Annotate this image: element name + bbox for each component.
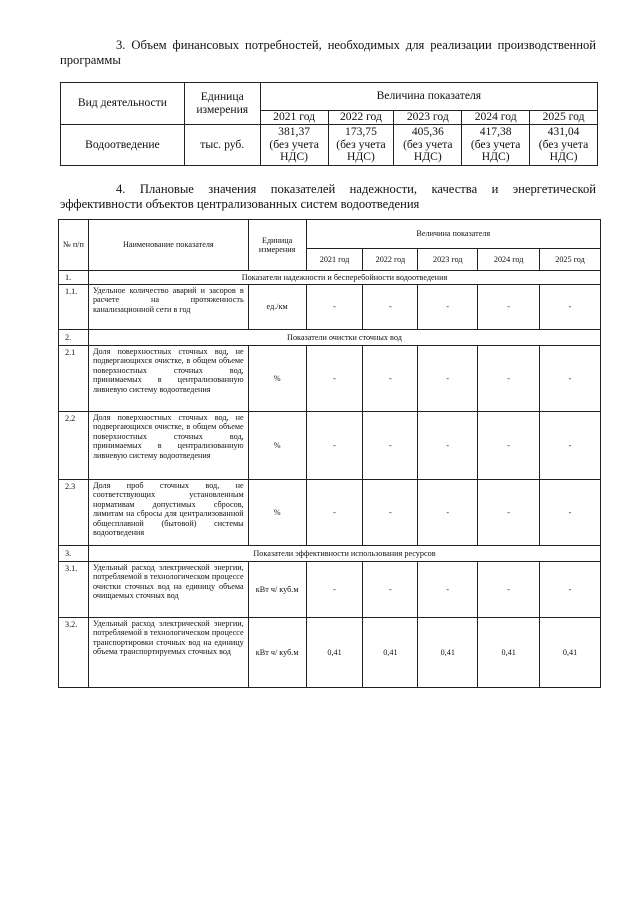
group-num: 1.	[59, 271, 89, 285]
activity-cell: Водоотведение	[61, 125, 185, 166]
value-cell: -	[540, 346, 601, 412]
row-num: 2.1	[59, 346, 89, 412]
header-value: Величина показателя	[260, 83, 597, 111]
year-header: 2021 год	[260, 111, 328, 125]
value-cell: 0,41	[418, 618, 478, 688]
indicator-name: Удельный расход электрической энергии, потребляемой в технологическом процессе транспортировки сточных вод на единицу объема транспортируемых сточных вод	[88, 618, 248, 688]
value-note: НДС)	[481, 150, 510, 164]
value-note: (без учета	[269, 137, 319, 151]
value-cell: -	[418, 412, 478, 480]
indicators-table	[58, 219, 601, 688]
value-cell: -	[306, 346, 363, 412]
header-activity: Вид деятельности	[61, 83, 185, 125]
indicator-name: Доля поверхностных сточных вод, не подвергающихся очистке, в общем объеме поверхностных сточных вод, принимаемых в централизованную ливневую систему водоотведения	[88, 412, 248, 480]
group-num: 3.	[59, 546, 89, 562]
financial-needs-table	[60, 82, 598, 166]
header-name: Наименование показателя	[88, 220, 248, 271]
value-cell: -	[418, 285, 478, 330]
unit-cell: %	[248, 480, 306, 546]
value-note: (без учета	[470, 137, 521, 151]
value-cell: -	[478, 562, 540, 618]
value-amount: 417,38	[479, 125, 512, 139]
value-cell: 0,41	[306, 618, 363, 688]
value-amount: 381,37	[278, 125, 311, 139]
value-cell	[328, 125, 394, 166]
value-cell: -	[478, 346, 540, 412]
header-unit: Единица измерения	[184, 83, 260, 125]
value-note: (без учета	[336, 137, 386, 151]
row-num: 2.2	[59, 412, 89, 480]
value-cell	[462, 125, 530, 166]
value-cell: -	[363, 285, 418, 330]
group-num: 2.	[59, 330, 89, 346]
year-header: 2025 год	[530, 111, 598, 125]
value-cell: -	[363, 346, 418, 412]
year-header: 2023 год	[394, 111, 462, 125]
value-cell	[394, 125, 462, 166]
value-cell: -	[478, 285, 540, 330]
value-amount: 405,36	[411, 125, 444, 139]
value-cell: -	[306, 412, 363, 480]
year-header: 2023 год	[418, 249, 478, 271]
unit-cell: %	[248, 412, 306, 480]
value-cell: -	[363, 480, 418, 546]
year-header: 2024 год	[462, 111, 530, 125]
value-cell: -	[306, 480, 363, 546]
value-cell: -	[478, 412, 540, 480]
value-amount: 173,75	[345, 125, 377, 139]
year-header: 2024 год	[478, 249, 540, 271]
value-cell: 0,41	[363, 618, 418, 688]
value-note: (без учета	[538, 137, 589, 151]
value-cell: 0,41	[540, 618, 601, 688]
value-amount: 431,04	[547, 125, 580, 139]
value-cell: -	[478, 480, 540, 546]
value-cell	[260, 125, 328, 166]
value-cell	[530, 125, 598, 166]
indicator-name: Удельный расход электрической энергии, потребляемой в технологическом процессе очистки сточных вод на единицу объема очищаемых сточных вод	[88, 562, 248, 618]
value-note: НДС)	[413, 150, 442, 164]
indicator-name: Удельное количество аварий и засоров в расчете на протяженность канализационной сети в год	[88, 285, 248, 330]
year-header: 2025 год	[540, 249, 601, 271]
value-cell: -	[540, 412, 601, 480]
unit-cell: ед./км	[248, 285, 306, 330]
value-cell: -	[418, 480, 478, 546]
value-cell: -	[540, 562, 601, 618]
section-4-heading: 4. Плановые значения показателей надежности, качества и энергетической эффективности объектов централизованных систем водоотведения	[60, 182, 596, 211]
value-cell: -	[540, 480, 601, 546]
row-num: 3.1.	[59, 562, 89, 618]
header-num: № п/п	[59, 220, 89, 271]
row-num: 1.1.	[59, 285, 89, 330]
header-value: Величина показателя	[306, 220, 600, 249]
value-note: НДС)	[347, 150, 375, 164]
header-unit: Единица измерения	[248, 220, 306, 271]
value-cell: -	[363, 412, 418, 480]
section-3-heading: 3. Объем финансовых потребностей, необходимых для реализации производственной программы	[60, 38, 596, 67]
year-header: 2021 год	[306, 249, 363, 271]
value-note: НДС)	[280, 150, 309, 164]
group-title: Показатели эффективности использования ресурсов	[88, 546, 600, 562]
unit-cell: кВт ч/ куб.м	[248, 562, 306, 618]
unit-cell: тыс. руб.	[184, 125, 260, 166]
value-cell: -	[306, 285, 363, 330]
indicator-name: Доля поверхностных сточных вод, не подвергающихся очистке, в общем объеме поверхностных сточных вод, принимаемых в централизованную ливневую систему водоотведения	[88, 346, 248, 412]
unit-cell: кВт ч/ куб.м	[248, 618, 306, 688]
value-note: (без учета	[403, 137, 453, 151]
indicator-name: Доля проб сточных вод, не соответствующих установленным нормативам допустимых сбросов, лимитам на сбросы для централизованной общесплавной (бытовой) системы водоотведения	[88, 480, 248, 546]
year-header: 2022 год	[363, 249, 418, 271]
value-cell: -	[418, 562, 478, 618]
value-cell: 0,41	[478, 618, 540, 688]
group-title: Показатели очистки сточных вод	[88, 330, 600, 346]
group-title: Показатели надежности и бесперебойности водоотведения	[88, 271, 600, 285]
row-num: 2.3	[59, 480, 89, 546]
year-header: 2022 год	[328, 111, 394, 125]
value-cell: -	[363, 562, 418, 618]
value-cell: -	[540, 285, 601, 330]
value-cell: -	[418, 346, 478, 412]
unit-cell: %	[248, 346, 306, 412]
row-num: 3.2.	[59, 618, 89, 688]
value-note: НДС)	[549, 150, 578, 164]
value-cell: -	[306, 562, 363, 618]
